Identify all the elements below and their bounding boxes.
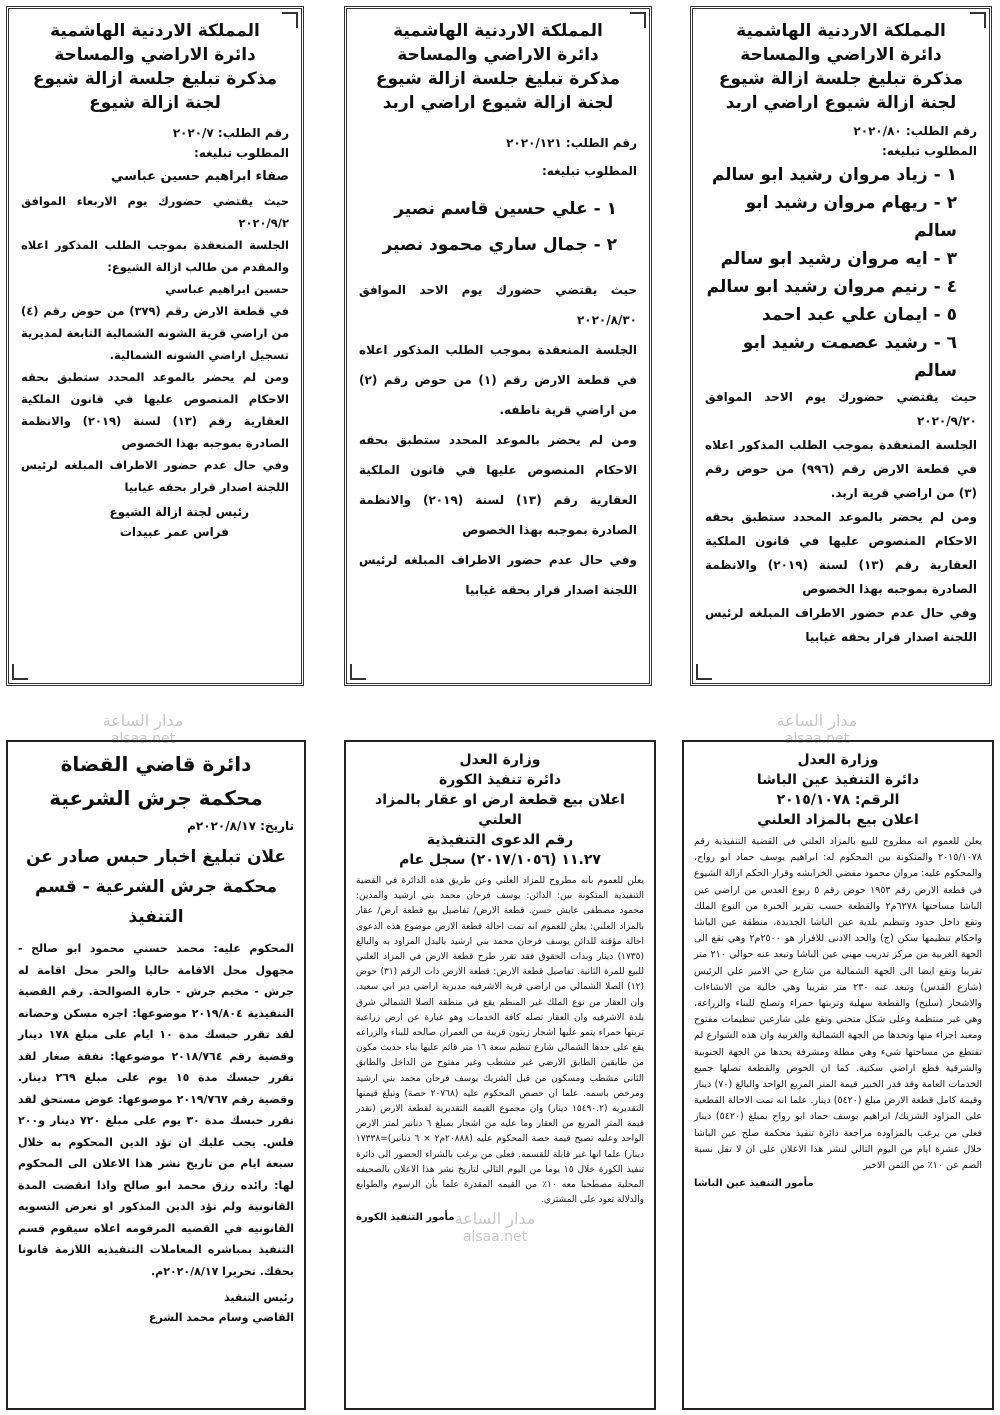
- notice-paragraph: وفي حال عدم حضور الاطراف المبلغه لرئيس اللجنة اصدار قرار بحقه غيابيا: [21, 458, 289, 494]
- signature-name: القاضي وسام محمد الشرع: [149, 1311, 294, 1324]
- notified-name: ٥ - ايمان علي عبد احمد: [762, 305, 957, 325]
- notified-name: ٢ - جمال ساري محمود نصير: [382, 235, 617, 255]
- case-number: الرقم: ٢٠١٥/١٠٧٨: [776, 792, 900, 808]
- notice-paragraph: حسين ابراهيم عباسي: [165, 282, 289, 296]
- signature-title: رئيس التنفيذ: [224, 1291, 294, 1304]
- case-label: رقم الدعوى التنفيذية: [426, 832, 574, 848]
- notice-paragraph: الجلسة المنعقدة بموجب الطلب المذكور اعلاه والمقدم من طالب ازالة الشيوع:: [21, 238, 289, 274]
- request-number: رقم الطلب: ٢٠٢٠/٨٠: [853, 124, 977, 138]
- request-number: رقم الطلب: ٢٠٢٠/١٢١: [506, 136, 637, 150]
- notice-header-kingdom: المملكة الاردنية الهاشمية: [393, 21, 603, 41]
- notified-name: ٣ - ايه مروان رشيد ابو سالم: [720, 249, 957, 269]
- notified-name: صفاء ابراهيم حسين عباسي: [110, 169, 289, 184]
- signature-name: فراس عمر عبيدات: [119, 525, 229, 539]
- notice-header-memo: مذكرة تبليغ جلسة ازالة شيوع: [375, 69, 621, 89]
- notified-name: ٢ - ريهام مروان رشيد ابو سالم: [745, 193, 957, 241]
- notice-header-memo: مذكرة تبليغ جلسة ازالة شيوع: [718, 69, 964, 89]
- notice-jerash-sharia-court: [6, 740, 306, 1410]
- notice-paragraph: ومن لم يحضر بالموعد المحدد ستطبق بحقه الاحكام المنصوص عليها في قانون الملكية العقارية رقم (١٣) لسنة (٢٠١٩) والانظمة الصادرة بموجبه بهذا الخصوص: [21, 370, 289, 450]
- notice-auction-koura: [344, 740, 656, 1410]
- watermark-top-right: مدار الساعة alsaa.net: [776, 711, 858, 747]
- notice-header-kingdom: المملكة الاردنية الهاشمية: [736, 21, 946, 41]
- notice-paragraph: حيث يقتضي حضورك يوم الاحد الموافق ٢٠٢٠/٨/٣٠: [359, 283, 637, 327]
- notice-header-department: دائرة الاراضي والمساحة: [54, 45, 256, 65]
- notice-date: تاريخ: ٢٠٢٠/٨/١٧م: [187, 819, 294, 833]
- notice-paragraph: الجلسة المنعقدة بموجب الطلب المذكور اعلاه في قطعة الارض رقم (٩٩٦) من حوض رقم (٣) من اراضي قرية اربد.: [705, 438, 977, 500]
- signature-title: رئيس لجنة ازالة الشيوع: [109, 505, 249, 519]
- notice-paragraph: ومن لم يحضر بالموعد المحدد ستطبق بحقه الاحكام المنصوص عليها في قانون الملكية العقارية رقم (١٣) لسنة (٢٠١٩) والانظمة الصادرة بموجبه بهذا الخصوص: [705, 510, 977, 596]
- notice-body: يعلن للعموم بانه مطروح للمزاد العلني وعن طريق هذه الدائرة في القضية التنفيذية المتكونة بين: الدائن: يوسف فرحان محمد بني ارشيد والمدين: محمود مصطفى عايش حسن. قطعة الارض/ تفاصيل بيع قطعة ارض/ عقار بالمزاد العلني: يعلن للعموم انه تمت احالة قطعة الارض موضوع هذه الدعوى احالة مؤقتة للدائن يوسف فرحان محمد بني ارشيد بالبدل المزاود به والبالغ (١٧٣٥) دينار وبذات الحقوق فقد تقرر طرح قطعة الارض في المزاد العلني للبيع للمرة الثانية. تفاصيل قطعة الارض: قطعة الارض ذات الرقم (٣١) حوض (١٢) الصلا الشمالي من اراضي قرية الاشرفيه مديرية اراضي دير ابي سعيد، وان العقار من نوع الملك غير المنظم يقع في منطقة الصلا الشمالي شرق بلدة الاشرفيه وان العقار تصله كافة الخدمات وهو عبارة عن ارض زراعية تربتها حمراء يتمو عليها اشجار زيتون قريبة من العمران صالحه للبناء والزراعه يقع على حدها الشمالي شارع تنظيم سعة ١٦ متر قائم عليها بناء حديث مكون من طابقين الطابق الارضي غير مشطب وغير مفتوح من الداخل والطابق الثاني مشطب ومسكون من قبل الشريك يوسف فرحان محمد بني ارشيد ومرخص باسمه. علما ان حصص المحكوم عليه (٢٠٧٦٨ حصة) وتبلغ قيمتها التقديرية (١٥٤٩٠.٢ دينار) وان مجموع القيمة التقديرية لقطعة الارض (تقدر قيمة المتر المربع من العقار وما عليه من اشجار بمبلغ ٦ دنانير لمتر الارض الواحد وعليه تصبح قيمة حصة المحكوم عليه (٢٠٨٨٨م٢ × ٦ دنانير)=١٧٣٣٨ دينار) علما انها غير قابلة للقسمة. فعلى من يرغب بالشراء الحضور الى دائرة تنفيذ الكورة خلال ١٥ يوما من اليوم التالي لتاريخ نشر هذا الاعلان بالصحيفه المحلية مصطحبا معه ١٠٪ من القيمه المقدرة علما بأن الرسوم والطوابع والدلالة تعود على المشتري.: [356, 876, 644, 1206]
- notified-names-list: [705, 161, 977, 385]
- notice-header-department: دائرة قاضي القضاة: [60, 752, 252, 776]
- case-number: ١١.٢٧ (٢٠١٧/١٠٥٦) سجل عام: [399, 852, 601, 868]
- notice-title: اعلان بيع بالمزاد العلني: [757, 812, 919, 828]
- notified-name: ٦ - رشيد عصمت رشيد ابو سالم: [742, 333, 957, 381]
- notice-header-court: محكمة جرش الشرعية: [49, 786, 263, 810]
- to-notify-label: المطلوب تبليغه:: [193, 146, 289, 160]
- notified-name: ١ - علي حسين قاسم نصير: [394, 199, 617, 219]
- notice-header-department: دائرة الاراضي والمساحة: [740, 45, 942, 65]
- signature-title: مأمور التنفيذ عين الباشا: [694, 1178, 814, 1190]
- notice-header-department: دائرة الاراضي والمساحة: [397, 45, 599, 65]
- notice-header-department: دائرة تنفيذ الكورة: [438, 772, 562, 788]
- notice-paragraph: ومن لم يحضر بالموعد المحدد ستطبق بحقه الاحكام المنصوص عليها في قانون الملكية العقارية رقم (١٣) لسنة (٢٠١٩) والانظمة الصادرة بموجبه بهذا الخصوص: [359, 433, 638, 537]
- notice-body: يعلن للعموم انه مطروح للبيع بالمزاد العلني في القضية التنفيذية رقم ٢٠١٥/١٠٧٨ والمتكونة بين المحكوم له: ابراهيم يوسف حماد ابو رواح، والمحكوم عليه: مروان محمود مفضي الخرابشه وقرار الحكم ازالة الشيوع في قطعة الارض رقم ١٩٥٣ حوض رقم ٥ ربوع العدس من اراضي عين الباشا مساحتها ٦٢٧٨م٢ والقطعة حسب تقرير الخبرة من النوع الملك وتقع داخل حدود وتنظيم بلدية عين الباشا الجديدة، منطقة عين الباشا واحكام تنظيمها سكن (ج) والحد الادنى للافراز هو ٢٥٠٠م٢ وهي تقع الى الجهة الغربية من مركز تدريب مهني عين الباشا وتبعد عنه حوالي ٢١٠ متر تقريبا وتقع ايضا الى الجهة الشمالية من شارع حي الامير علي الرئيس (شارع القدس) وتبعد عنه ٢٣٠ متر تقريبا وهي خالية من الانشاءات والاشجار (سليخ) والقطعة سهلية وتربتها حمراء وتصلح للبناء والزراعة، وهي غير منتظمة وعلى شكل متحني وتقع على شارعين تنظيمات مفتوح ومعبد اجزاء منها وتحدها من الجهة الشمالية والغربية وان هذه الشوارع لم تقتطع من مساحتها شيء وهي مطلة ومشرفة يحدها من الجهة الجنوبية والشرقية قطع اراضي سكنية. كما ان الحوض والقطعة تصلها جميع الخدمات العامة وقد قدر الخبير قيمة المتر المربع الواحد والبالغ (٧٠) دينار وقيمة كامل قطعة الارض مبلغ (٥٤٢٠) دينار. علما انه تمت الاحالة القطعية على المزاود الشريك/ ابراهيم يوسف حماد ابو رواح بمبلغ (٥٤٢٠) دينار فعلى من يرغب بالمزاوده مراجعة دائرة تنفيذ محكمة صلح عين الباشا خلال عشرة ايام من اليوم التالي لنشر هذا الاعلان على ان لا تقل نسبة الضم عن ١٠٪ من الثمن الاخير: [694, 836, 983, 1172]
- notice-header-committee: لجنة ازالة شيوع: [89, 93, 221, 113]
- notice-body: المحكوم عليه: محمد حسني محمود ابو صالح - مجهول محل الاقامة حاليا والحر محل اقامة له جرش - مخيم جرش - حارة الصوالحة. رقم القضية التنفيذية ٢٠١٩/٨٠٤ موضوعها: اجره مسكن وحضانه لقد تقرر حبسك مدة ١٠ ايام على مبلغ ١٧٨ دينار وقضية رقم ٢٠١٨/٧٦٤ موضوعها: نفقة صغار لقد تقرر حبسك مدة ١٥ يوم على مبلغ ٢٦٩ دينار. وقضية رقم ٢٠١٩/٧٦٧ موضوعها: عوض مستحق لقد تقرر حبسك مدة ٣٠ يوم على مبلغ ٧٢٠ دينار و٢٠٠ فلس. يجب عليك ان تؤد الدين المحكوم به خلال سبعة ايام من تاريخ نشر هذا الاعلان الى المحكوم لها: رائده رزق محمد ابو صالح واذا انقضت المدة القانونية ولم تؤد الدين المذكور او تعرض التسويه القانونيه في القضيه المرقومه اعلاه سيقوم قسم التنفيذ بمباشره المعاملات التنفيذيه اللازمة قانونا بحقك. تحريرا ٢٠٢٠/٨/١٧م.: [18, 942, 294, 1278]
- notice-header-committee: لجنة ازالة شيوع اراضي اربد: [725, 93, 957, 113]
- notified-names-list: [359, 191, 637, 263]
- to-notify-label: المطلوب تبليغه:: [881, 144, 977, 158]
- notice-land-partition-80: [690, 6, 992, 686]
- to-notify-label: المطلوب تبليغه:: [541, 164, 637, 178]
- notice-header-ministry: وزارة العدل: [459, 752, 541, 768]
- notice-paragraph: حيث يقتضي حضورك يوم الاربعاء الموافق ٢٠٢٠/٩/٢: [21, 194, 289, 230]
- notice-header-ministry: وزارة العدل: [797, 752, 879, 768]
- notice-paragraph: وفي حال عدم حضور الاطراف المبلغه لرئيس اللجنة اصدار قرار بحقه غيابيا: [705, 606, 977, 644]
- notice-header-department: دائرة التنفيذ عين الباشا: [756, 772, 920, 788]
- notice-land-partition-121: [344, 6, 652, 686]
- signature-title: مأمور التنفيذ الكورة: [356, 1212, 455, 1224]
- notice-title: اعلان بيع قطعة ارض او عقار بالمزاد العلني: [375, 792, 625, 828]
- notice-header-committee: لجنة ازالة شيوع اراضي اربد: [382, 93, 614, 113]
- notice-auction-ain-albasha: [682, 740, 994, 1410]
- watermark-top-left: مدار الساعة alsaa.net: [102, 711, 184, 747]
- notified-name: ١ - زياد مروان رشيد ابو سالم: [711, 165, 957, 185]
- notice-land-partition-7: [6, 6, 304, 686]
- notice-header-kingdom: المملكة الاردنية الهاشمية: [50, 21, 260, 41]
- notice-paragraph: في قطعة الارض رقم (٣٧٩) من حوض رقم (٤) من اراضي قرية الشونه الشمالية التابعة لمديرية تسجيل اراضي الشونه الشمالية.: [21, 304, 289, 362]
- notified-name: ٤ - رنيم مروان رشيد ابو سالم: [706, 277, 957, 297]
- request-number: رقم الطلب: ٢٠٢٠/٧: [172, 126, 289, 140]
- notice-title: علان تبليغ اخبار حبس صادر عن محكمة جرش الشرعية - قسم التنفيذ: [25, 847, 287, 927]
- notice-paragraph: حيث يقتضي حضورك يوم الاحد الموافق ٢٠٢٠/٩/٢٠: [705, 390, 977, 428]
- notice-header-memo: مذكرة تبليغ جلسة ازالة شيوع: [32, 69, 278, 89]
- notice-paragraph: الجلسة المنعقدة بموجب الطلب المذكور اعلاه في قطعة الارض رقم (١) من حوض رقم (٢) من اراضي قرية ناطفه.: [359, 343, 637, 417]
- notice-paragraph: وفي حال عدم حضور الاطراف المبلغه لرئيس اللجنة اصدار قرار بحقه غيابيا: [359, 553, 637, 597]
- watermark-bottom-center: مدار الساعة alsaa.net: [454, 1209, 536, 1245]
